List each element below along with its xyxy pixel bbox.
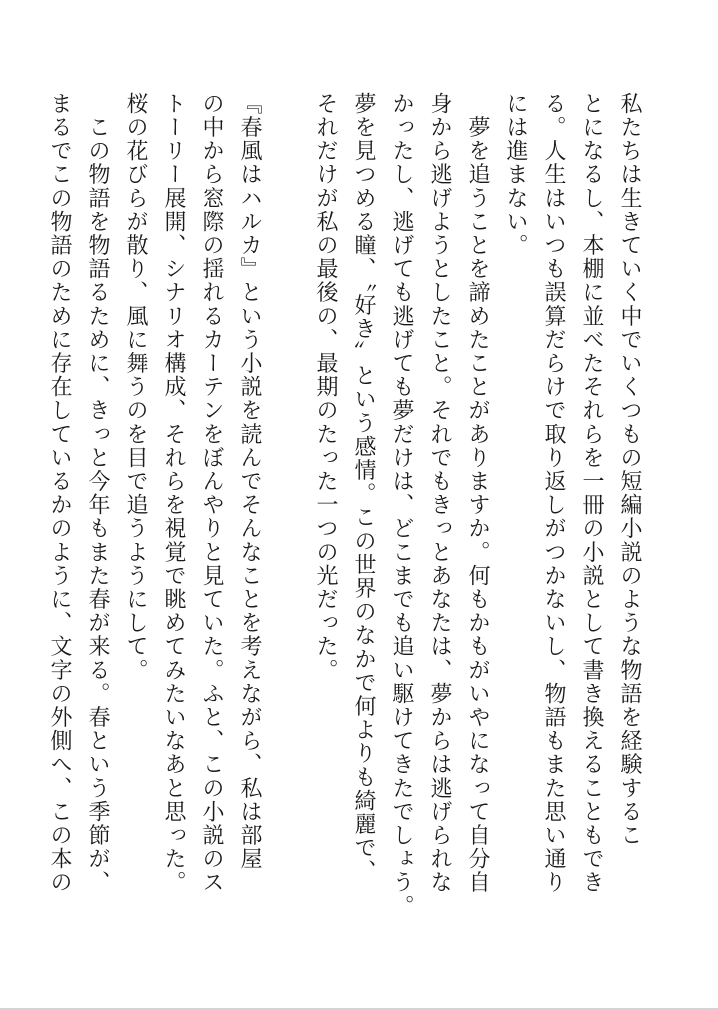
paragraph-3: 『春風はハルカ』という小説を読んでそんなことを考えながら、私は部屋 の中から窓際の揺れるカーテンをぼんやりと見ていた。ふと、この小説のス トーリー展開、シナリオ構成、それらを視覚で眺めてみたいなあと思った。 桜の花びらが散り、風に舞うのを目で追うようにして。 — [123, 92, 262, 895]
vertical-text-body — [47, 92, 648, 952]
paragraph-1: 私たちは生きていく中でいくつもの短編小説のような物語を経験するこ とになるし、本棚に並べたそれらを一冊の小説として書き換えることもでき る。人生はいつも誤算だらけで取り返しがつかないし、物語もまた思い通り には進まない。 — [503, 92, 642, 895]
paragraph-4: この物語を物語るために、きっと今年もまた春が来る。春という季節が、 まるでこの物語のために存在しているかのように、文字の外側へ、この本の — [47, 92, 110, 895]
paragraph-2: 夢を追うことを諦めたことがありますか。何もかもがいやになって自分自 身から逃げようとしたこと。それでもきっとあなたは、夢からは逃げられな かったし、逃げても逃げても夢だけは、どこまでも追い駆けてきたでしょう。 夢を見つめる瞳、〝好き〟という感情。この世界のなかで何よりも綺麗で、 それだけが私の最後の、最期のたった一つの光だった。 — [313, 92, 490, 918]
blank-line — [268, 92, 306, 952]
